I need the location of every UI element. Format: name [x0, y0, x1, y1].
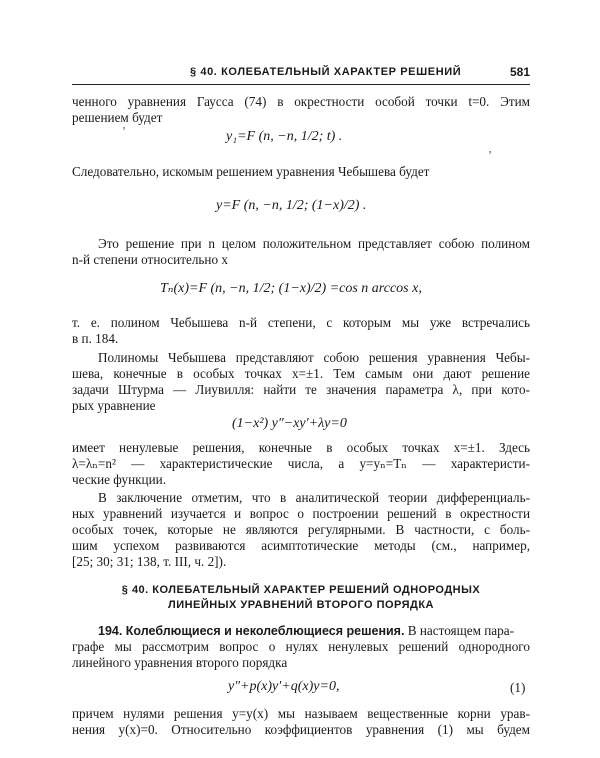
text-line: линейного уравнения второго порядка	[72, 655, 288, 670]
page-number: 581	[509, 65, 530, 79]
text-line: λ=λₙ=n² — характеристические числа, а y=yₙ=Tₙ — характеристи-	[72, 456, 530, 471]
section-heading-line-1: § 40. КОЛЕБАТЕЛЬНЫЙ ХАРАКТЕР РЕШЕНИЙ ОДНОРОДНЫХ	[121, 584, 481, 596]
formula-chebyshev-polynomial: Tₙ(x)=F (n, −n, 1/2; (1−x)/2) =cos n arccos x,	[160, 281, 422, 296]
text-line: особых точек, которые не являются регулярными. В частности, с боль-	[72, 522, 530, 537]
text-line: причем нулями решения y=y(x) мы называем вещественные корни урав-	[72, 706, 530, 721]
text-line: т. е. полином Чебышева n-й степени, с которым мы уже встречались	[72, 315, 530, 330]
text-line: Полиномы Чебышева представляют собою решения уравнения Чебы-	[98, 350, 530, 365]
text-line: задачи Штурма — Лиувилля: найти те значения параметра λ, при кото-	[72, 382, 530, 397]
text-line: [25; 30; 31; 138, т. III, ч. 2]).	[72, 554, 227, 569]
text-fragment: В настоящем пара-	[407, 623, 515, 638]
text-line: ческие функции.	[72, 472, 167, 487]
text-line: имеет ненулевые решения, конечные в особых точках x=±1. Здесь	[72, 440, 530, 455]
text-line: графе мы рассмотрим вопрос о нулях ненулевых решений однородного	[72, 639, 530, 654]
text-line: шим успехом развиваются асимптотические методы (см., например,	[72, 538, 530, 553]
stray-mark: ʼ	[488, 148, 492, 162]
text-line: n-й степени относительно x	[72, 252, 228, 267]
text-line: ных уравнений изучается и вопрос о построении решений в окрестности	[72, 506, 530, 521]
subsection-first-line	[98, 623, 530, 639]
text-line: ченного уравнения Гаусса (74) в окрестности особой точки t=0. Этим	[72, 94, 530, 109]
text-line: шева, конечные в особых точках x=±1. Тем самым они дают решение	[72, 366, 530, 381]
text-line: решением будет	[72, 110, 163, 125]
formula-second-order-equation: y″+p(x)y′+q(x)y=0,	[228, 679, 340, 694]
running-header-title: § 40. КОЛЕБАТЕЛЬНЫЙ ХАРАКТЕР РЕШЕНИЙ	[190, 66, 462, 78]
running-header	[72, 66, 530, 85]
equation-number: (1)	[510, 680, 526, 695]
stray-mark: ʼ	[122, 124, 126, 138]
text-line: Следовательно, искомым решением уравнения Чебышева будет	[72, 164, 430, 179]
text-line: рых уравнение	[72, 398, 156, 413]
section-heading-line-2: ЛИНЕЙНЫХ УРАВНЕНИЙ ВТОРОГО ПОРЯДКА	[167, 599, 434, 611]
formula-y: y=F (n, −n, 1/2; (1−x)/2) .	[216, 198, 367, 213]
text-line: нения y(x)=0. Относительно коэффициентов уравнения (1) мы будем	[72, 722, 530, 737]
text-line: В заключение отметим, что в аналитической теории дифференциаль-	[98, 490, 530, 505]
subsection-heading: 194. Колеблющиеся и неколеблющиеся решения.	[98, 624, 405, 638]
text-line: в п. 184.	[72, 331, 119, 346]
formula-sturm-liouville: (1−x²) y″−xy′+λy=0	[232, 416, 347, 431]
formula-y1: y₁=F (n, −n, 1/2; t) .	[226, 129, 343, 144]
text-line: Это решение при n целом положительном представляет собою полином	[98, 236, 530, 251]
